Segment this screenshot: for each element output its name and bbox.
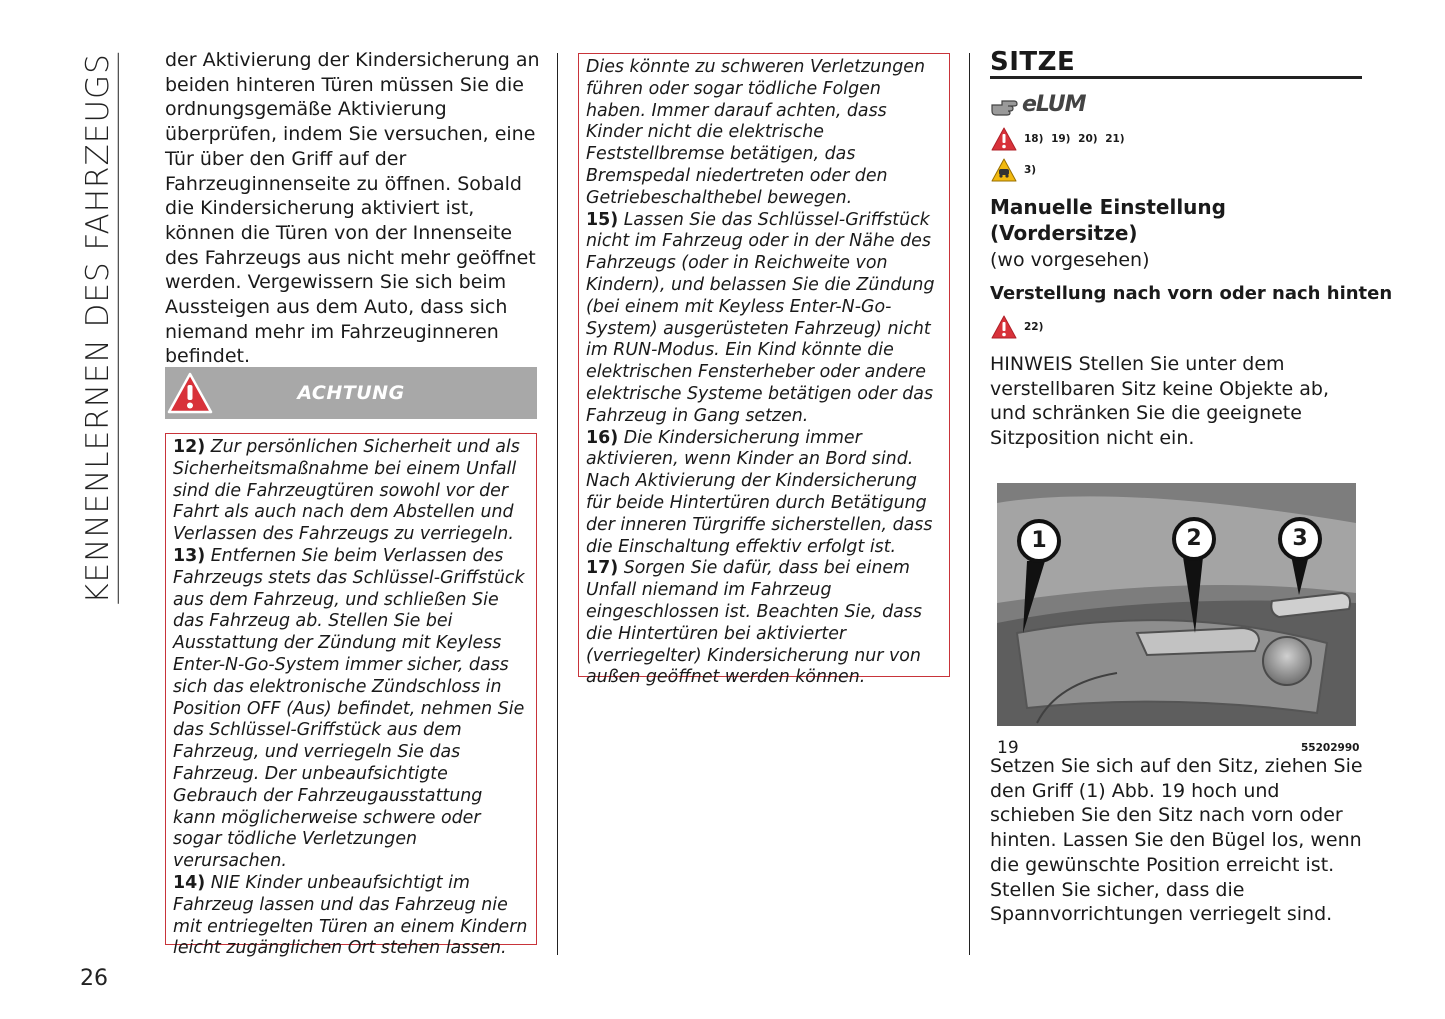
warning-item-12 (173, 437, 529, 546)
warning-text: Lassen Sie das Schlüssel-Griffstück nicht im Fahrzeug oder in der Nähe des Fahrzeugs (oder in Reichweite von Kindern), und belassen Sie die Zündung (bei einem mit Keyless Enter-N-Go-System) ausgerüsteten Fahrzeug) nicht im RUN-Modus. Ein Kind könnte die elektrischen Fensterheber oder andere elektrische Systeme betätigen oder das Fahrzeug in Gang setzen. (586, 209, 935, 426)
section-title-text: KENNENLERNEN DES FAHRZEUGS (80, 53, 119, 604)
warning-number: 12) (173, 437, 206, 457)
warning-triangle-icon (990, 126, 1018, 152)
warning-number: 14) (173, 872, 206, 893)
heading-manual-adjustment: Manuelle Einstellung (Vordersitze) (990, 195, 1226, 245)
pointing-hand-icon (990, 93, 1020, 117)
warning-text: Die Kindersicherung immer aktivieren, wenn Kinder an Bord sind. Nach Aktivierung der Kindersicherung für beide Hintertüren durch Betätigung der inneren Türgriffe sicherstellen, dass die Einschaltung effektiv erfolgt ist. (586, 427, 933, 557)
warning-refs: 22) (1024, 321, 1044, 333)
warning-item-17 (586, 558, 942, 689)
caution-refs-line (990, 157, 1036, 183)
warning-continued-text: Dies könnte zu schweren Verletzungen führen oder sogar tödliche Folgen haben. Immer darauf achten, dass Kinder nicht die elektrische Feststellbremse betätigen, das Bremspedal niedertreten oder den Getriebeschalthebel bewegen. (586, 57, 925, 208)
warning-text: NIE Kinder unbeaufsichtigt im Fahrzeug lassen und das Fahrzeug nie mit entriegelten Türen an einem Kindern leicht zugänglichen Ort stehen lassen. (173, 872, 528, 959)
warning-text: Zur persönlichen Sicherheit und als Sicherheitsmaßnahme bei einem Unfall sind die Fahrzeugtüren sowohl vor der Fahrt als auch nach dem Abstellen und Verlassen des Fahrzeugs zu verriegeln. (173, 437, 520, 545)
page-number: 26 (80, 966, 108, 991)
warning-triangle-icon (990, 314, 1018, 340)
figure-code: 55202990 (1301, 742, 1360, 754)
warning-number: 13) (173, 545, 206, 566)
elum-text: eLUM (1022, 92, 1086, 117)
warning-item-15 (586, 210, 942, 428)
callout-1: 1 (1031, 528, 1047, 553)
warning-refs-line-1 (990, 126, 1125, 152)
warning-item-13 (173, 546, 529, 873)
warning-item-16 (586, 428, 942, 559)
warning-text: Sorgen Sie dafür, dass bei einem Unfall niemand im Fahrzeug eingeschlossen ist. Beachten Sie, dass die Hintertüren bei aktivierter (verriegelter) Kindersicherung nur von außen geöffnet werden können. (586, 558, 922, 688)
figure-number: 19 (997, 738, 1019, 758)
section-vertical-title (60, 52, 138, 604)
warning-number: 16) (586, 427, 619, 448)
warning-text: Entfernen Sie beim Verlassen des Fahrzeugs stets das Schlüssel-Griffstück aus dem Fahrzeug, und schließen Sie das Fahrzeug ab. Stellen Sie bei Ausstattung der Zündung mit Keyless Enter-N-Go-System immer sicher, dass sich das elektronische Zündschloss in Position OFF (Aus) befindet, nehmen Sie das Schlüssel-Griffstück aus dem Fahrzeug, und verriegeln Sie das Fahrzeug. Der unbeaufsichtigte Gebrauch der Fahrzeugausstattung kann möglicherweise schwere oder sogar tödliche Verletzungen verursachen. (173, 545, 525, 872)
section-heading-sitze: SITZE (990, 48, 1362, 79)
subsection-forward-back: Verstellung nach vorn oder nach hinten (990, 283, 1393, 304)
warning-box-15-17 (578, 53, 950, 688)
seat-adjustment-figure (997, 483, 1356, 726)
caution-refs: 3) (1024, 164, 1037, 176)
subheading-where-provided: (wo vorgesehen) (990, 249, 1150, 271)
warning-number: 15) (586, 209, 619, 230)
warning-triangle-icon (165, 367, 215, 419)
col1-paragraph: der Aktivierung der Kindersicherung an beiden hinteren Türen müssen Sie die ordnungsgemäße Aktivierung überprüfen, indem Sie versuchen, eine Tür über den Griff auf der Fahrzeuginnenseite zu öffnen. Sobald die Kindersicherung aktiviert ist, können die Türen von der Innenseite des Fahrzeugs aus nicht mehr geöffnet werden. Vergewissern Sie sich beim Aussteigen aus dem Auto, dass sich niemand mehr im Fahrzeuginneren befindet. (165, 49, 540, 368)
achtung-label: ACHTUNG (297, 382, 405, 404)
caution-triangle-icon (990, 157, 1018, 183)
figure-callouts (997, 483, 1356, 726)
warning-box-12-14 (165, 433, 537, 959)
warning-refs-line-2 (990, 314, 1043, 340)
column-divider-2 (969, 53, 970, 955)
achtung-banner (165, 367, 537, 419)
column-divider-1 (557, 53, 558, 955)
warning-item-14 (173, 873, 529, 960)
warning-refs: 18) 19) 20) 21) (1024, 133, 1125, 145)
elum-badge (990, 92, 1086, 117)
callout-2: 2 (1186, 526, 1202, 551)
callout-3: 3 (1292, 526, 1308, 551)
warning-number: 17) (586, 558, 619, 579)
after-figure-paragraph: Setzen Sie sich auf den Sitz, ziehen Sie den Griff (1) Abb. 19 hoch und schieben Sie den Sitz nach vorn oder hinten. Lassen Sie den Bügel los, wenn die gewünschte Position erreicht ist. Stellen Sie sicher, dass die Spannvorrichtungen verriegelt sind. (990, 755, 1363, 926)
hinweis-note: HINWEIS Stellen Sie unter dem verstellbaren Sitz keine Objekte ab, und schränken Sie die geeignete Sitzposition nicht ein. (990, 353, 1329, 450)
